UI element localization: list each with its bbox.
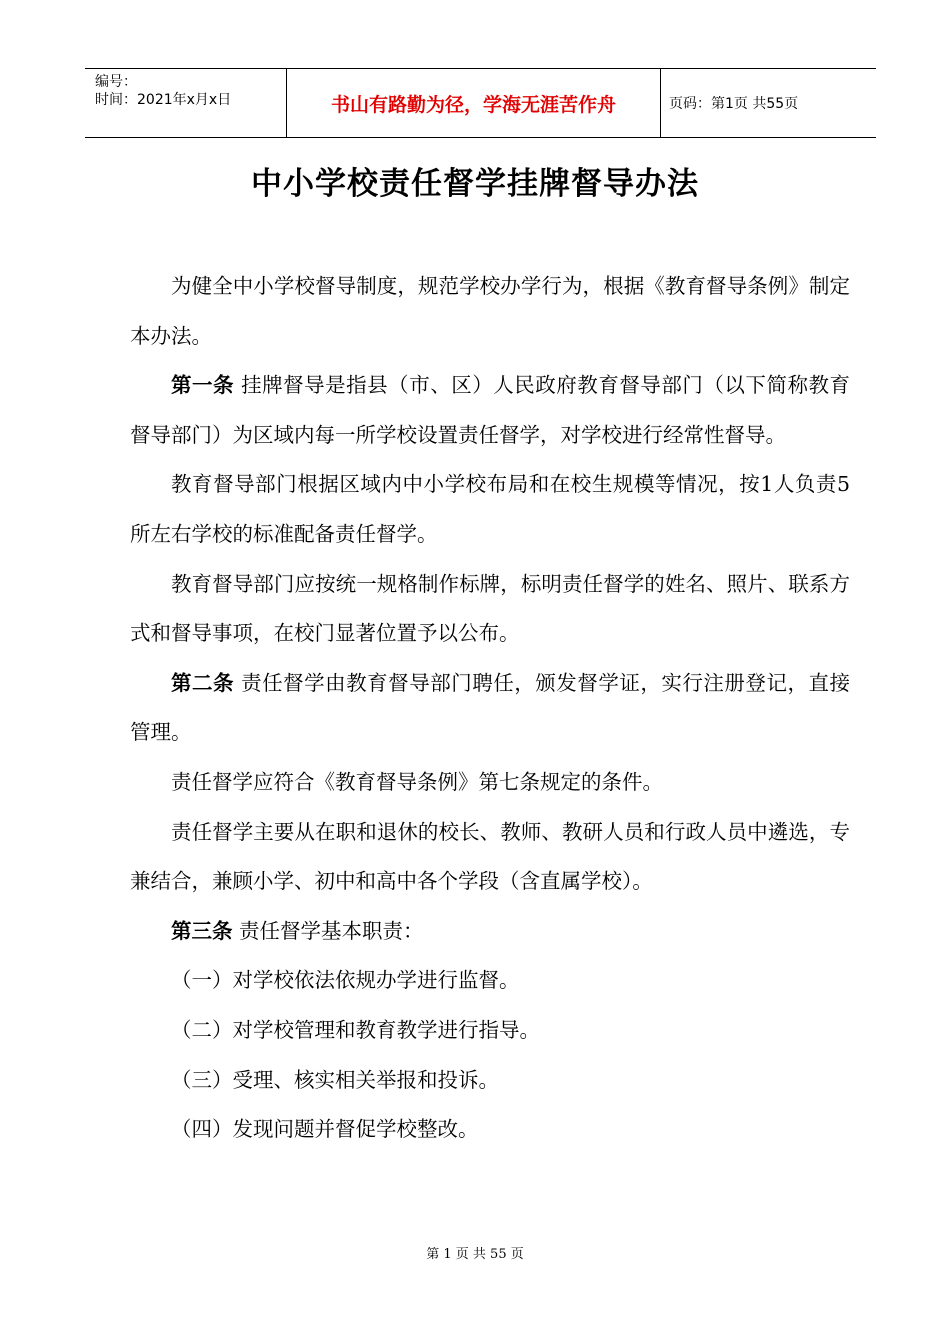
article-heading: 第二条	[171, 670, 235, 695]
document-body	[130, 262, 850, 1155]
paragraph-article-1: 第一条 挂牌督导是指县（市、区）人民政府教育督导部门（以下简称教育督导部门）为区域内每一所学校设置责任督学，对学校进行经常性督导。	[130, 373, 850, 447]
document-number-label: 编号：	[95, 74, 137, 90]
article-heading: 第一条	[171, 373, 235, 398]
header-meta-cell	[85, 69, 287, 137]
paragraph-intro: 为健全中小学校督导制度，规范学校办学行为，根据《教育督导条例》制定本办法。	[130, 274, 850, 348]
paragraph: 责任督学应符合《教育督导条例》第七条规定的条件。	[171, 769, 663, 794]
paragraph: 责任督学主要从在职和退休的校长、教师、教研人员和行政人员中遴选，专兼结合，兼顾小学、初中和高中各个学段（含直属学校）。	[130, 819, 850, 894]
list-item: （四）发现问题并督促学校整改。	[171, 1117, 479, 1142]
list-item: （三）受理、核实相关举报和投诉。	[171, 1067, 499, 1092]
header-table	[85, 68, 876, 138]
list-item: （二）对学校管理和教育教学进行指导。	[171, 1017, 540, 1042]
list-item: （一）对学校依法依规办学进行监督。	[171, 968, 520, 993]
header-motto-cell	[287, 69, 661, 137]
paragraph-article-2: 第二条 责任督学由教育督导部门聘任，颁发督学证，实行注册登记，直接管理。	[130, 670, 850, 745]
paragraph-article-3: 第三条 责任督学基本职责：	[171, 918, 424, 943]
article-heading: 第三条	[171, 918, 233, 943]
page-footer: 第 1 页 共 55 页	[426, 1247, 524, 1262]
document-time-label: 时间：2021年x月x日	[95, 92, 232, 108]
paragraph: 教育督导部门根据区域内中小学校布局和在校生规模等情况，按1人负责5所左右学校的标准配备责任督学。	[130, 472, 850, 546]
paragraph: 教育督导部门应按统一规格制作标牌，标明责任督学的姓名、照片、联系方式和督导事项，在校门显著位置予以公布。	[130, 571, 850, 646]
document-title: 中小学校责任督学挂牌督导办法	[251, 166, 699, 202]
header-page-info: 页码：第1页 共55页	[669, 96, 799, 112]
header-page-cell	[661, 69, 876, 137]
header-motto: 书山有路勤为径，学海无涯苦作舟	[330, 93, 616, 116]
